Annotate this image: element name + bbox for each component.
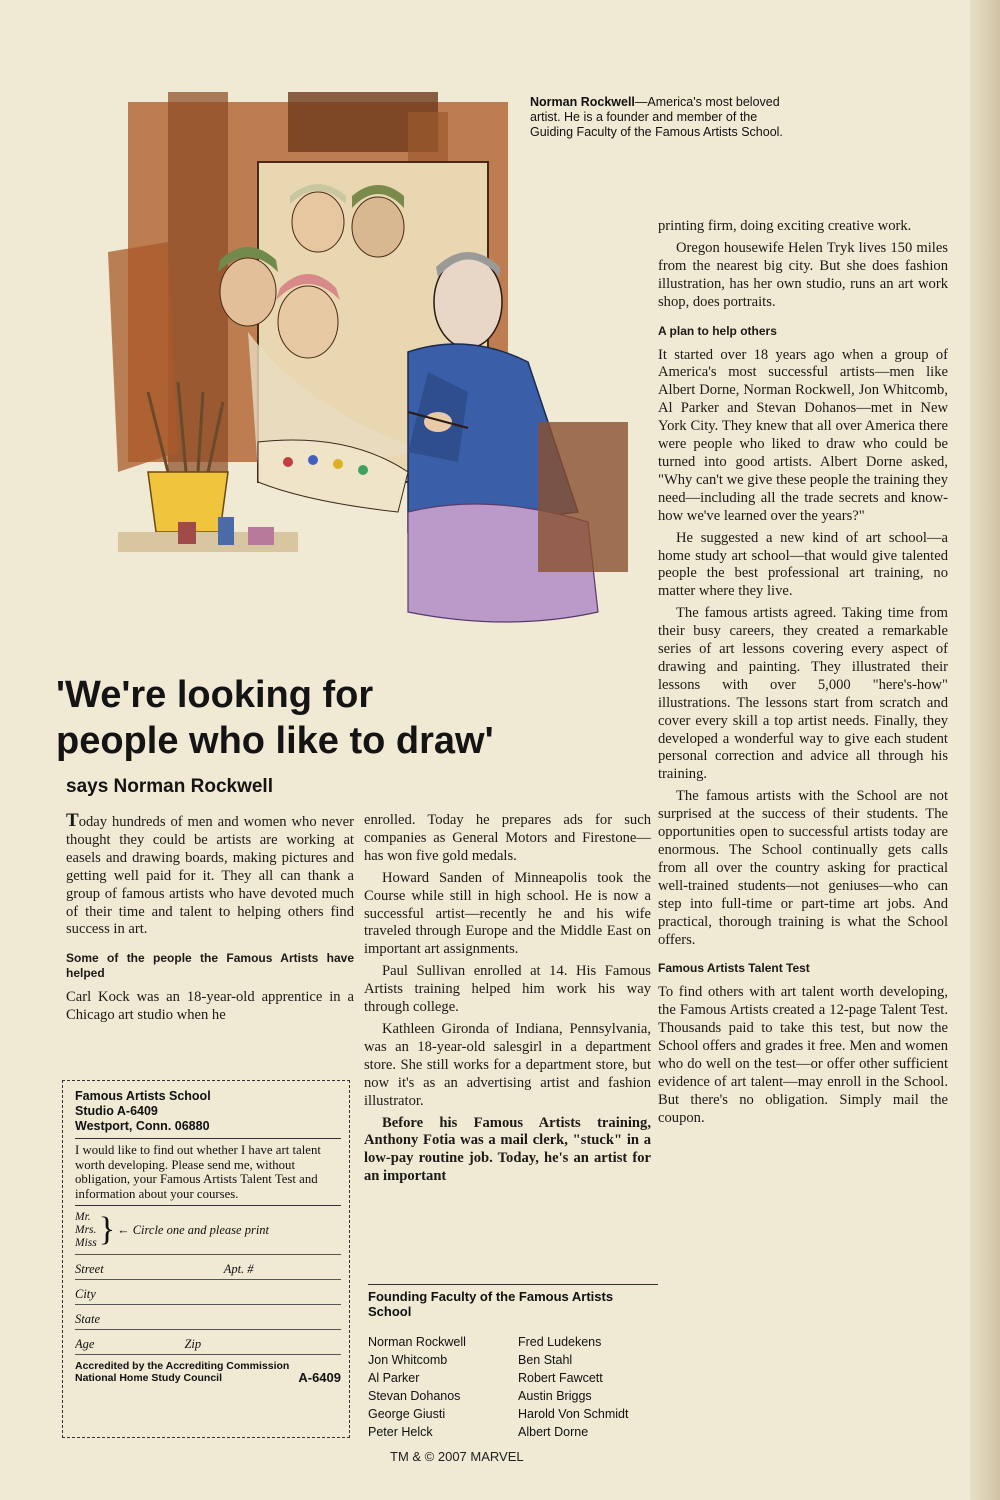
article-column-2 <box>364 812 651 1190</box>
coupon-address-line: Famous Artists School <box>75 1089 211 1103</box>
title-option-mr[interactable]: Mr. <box>75 1210 91 1223</box>
faculty-title: Founding Faculty of the Famous Artists School <box>368 1284 658 1319</box>
rockwell-illustration <box>108 92 648 652</box>
coupon-code: A-6409 <box>298 1370 341 1385</box>
paragraph: enrolled. Today he prepares ads for such companies as General Motors and Firestone—has won five gold medals. <box>364 812 651 864</box>
paper-edge <box>970 0 1000 1500</box>
paragraph: Carl Kock was an 18-year-old apprentice in a Chicago art studio when he <box>66 989 354 1024</box>
paragraph: The famous artists agreed. Taking time from their busy careers, they created a remarkable series of art lessons covering every aspect of drawing and painting. They illustrated their lessons with over 5,000 "here's-how" illustrations. The lessons start from scratch and cover every skill a top artist needs. Finally, they developed a wonderful way to give each student personal correction and advice all through his training. <box>658 605 948 783</box>
faculty-member: Austin Briggs <box>518 1389 592 1403</box>
faculty-member: George Giusti <box>368 1407 446 1421</box>
accreditation <box>75 1360 341 1384</box>
faculty-member: Ben Stahl <box>518 1353 573 1367</box>
faculty-member: Stevan Dohanos <box>368 1389 461 1403</box>
city-field[interactable] <box>75 1280 341 1305</box>
city-label: City <box>75 1287 96 1301</box>
coupon-address-line: Studio A-6409 <box>75 1104 158 1118</box>
headline-line1: 'We're looking for <box>56 674 374 716</box>
faculty-member: Jon Whitcomb <box>368 1353 448 1367</box>
paragraph: The famous artists with the School are not surprised at the success of their students. The opportunities open to successful artists today are enormous. The School continually gets calls from all over the country asking for practical well-trained students—not geniuses—who can step into full-time or part-time art jobs. And practical, thorough training is what the School offers. <box>658 788 948 948</box>
paragraph: Before his Famous Artists training, Anthony Fotia was a mail clerk, "stuck" in a low-pay routine job. Today, he's an artist for an important <box>364 1114 651 1185</box>
coupon-form[interactable] <box>62 1080 350 1438</box>
paragraph: Oregon housewife Helen Tryk lives 150 miles from the nearest big city. But she does fashion illustration, has her own studio, runs an art work shop, does portraits. <box>658 239 948 310</box>
coupon-address <box>75 1089 341 1139</box>
section-heading: Some of the people the Famous Artists have helped <box>66 951 354 981</box>
paragraph: Howard Sanden of Minneapolis took the Course while still in high school. He is now a successful artist—recently he and his wife traveled through Europe and the Middle East on important art assignments. <box>364 869 651 958</box>
paragraph: Paul Sullivan enrolled at 14. His Famous Artists training helped him work his way through college. <box>364 963 651 1016</box>
coupon-request-text: I would like to find out whether I have art talent worth developing. Please send me, without obligation, your Famous Artists Talent Test and information about your courses. <box>75 1143 341 1206</box>
apt-label: Apt. # <box>223 1262 254 1276</box>
state-label: State <box>75 1312 100 1326</box>
paragraph: printing firm, doing exciting creative work. <box>658 218 912 234</box>
faculty-member: Albert Dorne <box>518 1425 589 1439</box>
title-option-mrs[interactable]: Mrs. <box>75 1223 97 1236</box>
circle-instruction: ← Circle one and please print <box>117 1222 270 1237</box>
headline <box>56 672 656 764</box>
section-heading: A plan to help others <box>658 323 777 338</box>
faculty-list-right <box>518 1333 628 1441</box>
drop-cap: T <box>66 810 79 831</box>
artist-figure <box>408 252 628 622</box>
subhead: says Norman Rockwell <box>66 776 273 797</box>
headline-line2: people who like to draw' <box>56 720 494 762</box>
article-column-1 <box>66 812 354 1029</box>
accreditation-line: Accredited by the Accrediting Commission <box>75 1360 290 1372</box>
founding-faculty <box>368 1284 658 1441</box>
article-column-3 <box>658 218 948 1132</box>
accreditation-line: National Home Study Council <box>75 1372 223 1384</box>
zip-label: Zip <box>184 1337 202 1351</box>
faculty-member: Peter Helck <box>368 1425 433 1439</box>
faculty-member: Harold Von Schmidt <box>518 1407 629 1421</box>
copyright-footer: TM & © 2007 MARVEL <box>390 1449 524 1464</box>
paragraph: It started over 18 years ago when a group of America's most successful artists—men like Albert Dorne, Norman Rockwell, Jon Whitcomb, Al Parker and Stevan Dohanos—met in New York City. They knew that all over America there were people who liked to draw who could be turned into good artists. Albert Dorne asked, "Why can't we give these people the training they need—including all the trade secrets and know-how we've learned over the years?" <box>658 346 948 524</box>
brace-glyph: } <box>98 1211 116 1248</box>
faculty-member: Fred Ludekens <box>518 1335 602 1349</box>
state-field[interactable] <box>75 1305 341 1330</box>
paragraph: To find others with art talent worth developing, the Famous Artists created a 12-page Talent Test. Thousands paid to take this test, but now the School offers and grades it free. Men and women who do well on the test—or offer other sufficient evidence of art talent—may enroll in the School. But there's no obligation. Simply mail the coupon. <box>658 984 948 1126</box>
paragraph: Kathleen Gironda of Indiana, Pennsylvania, was an 18-year-old salesgirl in a department store. She still works for a department store, but now it's as an advertising artist and fashion illustrator. <box>364 1020 651 1109</box>
street-field[interactable] <box>75 1255 341 1280</box>
faculty-member: Al Parker <box>368 1371 420 1385</box>
paragraph <box>66 812 354 939</box>
paragraph-text: oday hundreds of men and women who never thought they could be artists are working at easels and drawing boards, making pictures and getting well paid for it. They all can thank a group of famous artists who have devoted much of their time and talent to helping others find success in art. <box>66 814 354 938</box>
title-options[interactable] <box>75 1211 97 1250</box>
title-option-miss[interactable]: Miss <box>75 1236 97 1249</box>
street-label: Street <box>75 1262 104 1276</box>
paragraph: He suggested a new kind of art school—a home study art school—that would give talented people the best professional art training, no matter where they live. <box>658 529 948 600</box>
section-heading: Famous Artists Talent Test <box>658 961 810 976</box>
caption-text: —America's most beloved artist. He is a founder and member of the Guiding Faculty of the Famous Artists School. <box>530 95 783 139</box>
caption-name: Norman Rockwell <box>530 95 635 109</box>
portrait-caption <box>530 95 800 140</box>
coupon-address-line: Westport, Conn. 06880 <box>75 1119 210 1133</box>
faculty-member: Robert Fawcett <box>518 1371 603 1385</box>
faculty-member: Norman Rockwell <box>368 1335 466 1349</box>
age-zip-field[interactable] <box>75 1330 341 1355</box>
title-selector[interactable] <box>75 1206 341 1255</box>
faculty-list-left <box>368 1333 518 1441</box>
age-label: Age <box>75 1337 95 1351</box>
